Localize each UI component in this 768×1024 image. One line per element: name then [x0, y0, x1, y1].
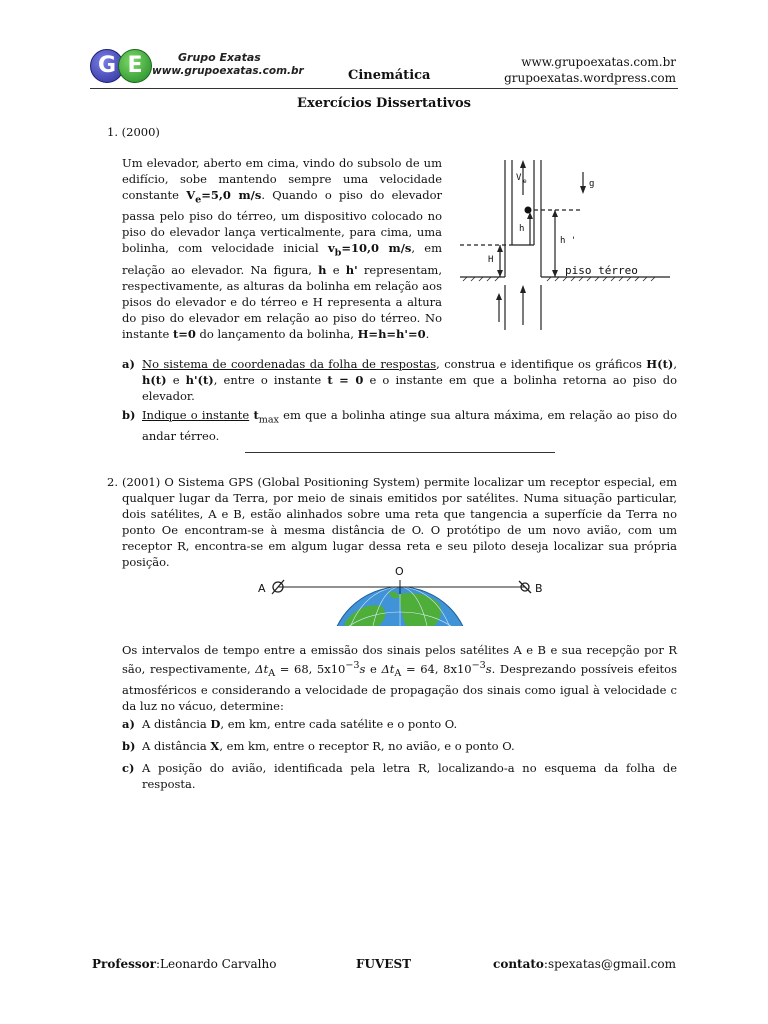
q1-text-part: . Quando o piso do elevador passa pelo piso do térreo, um dispositivo colocado no piso do elevador lança verticalmente, para cima, uma bolinha, com velocidade inicial [122, 188, 442, 256]
fig-hp-label: h ' [560, 236, 577, 246]
logo-e-circle: E [118, 49, 152, 83]
q2-paragraph-2: Os intervalos de tempo entre a emissão dos sinais pelos satélites A e B e sua recepção por R são, respectivamente, $\Delta t_A = 68$, $5x10^{-3}s$ e $\Delta t_A = 64$, $8x10^{-3}s$. Desprezando possíveis efeitos atmosféricos e considerando a velocidade de propagação dos sinais como igual à velocidade c da luz no vácuo, determine: [122, 643, 678, 714]
label-b: B [535, 582, 543, 595]
q1-year: (2000) [121, 125, 160, 139]
contact-email-link[interactable]: :spexatas@gmail.com [543, 957, 676, 971]
section-title: Exercícios Dissertativos [297, 96, 471, 111]
hp-symbol: h' [345, 262, 358, 277]
footer-contact: contato:spexatas@gmail.com [493, 957, 676, 971]
satellite-b-icon [519, 581, 531, 593]
logo-site: www.grupoexatas.com.br [152, 65, 304, 77]
fig-floor-label: piso térreo [565, 264, 638, 277]
q2-items [122, 716, 677, 795]
h-symbol: h [318, 262, 327, 277]
fig-g-label: g [589, 179, 595, 189]
t0-symbol: t=0 [172, 326, 196, 341]
ve-symbol: $V_e=5,0$ m/s [186, 188, 262, 206]
q2-item-b: b) A distância X, em km, entre o receptor R, no avião, e o ponto O. [122, 739, 515, 753]
header-sites [504, 54, 676, 86]
fig-ve-sub: e [523, 178, 527, 185]
q1-number: 1. [107, 125, 118, 139]
q2-number: 2. [107, 475, 118, 489]
ball-icon [525, 207, 532, 214]
q1-item-b: b) Indique o instante $t_{max}$ em que a bolinha atinge sua altura máxima, em relação ao piso do andar térreo. [122, 408, 677, 444]
fig-h-label: h [519, 224, 525, 234]
footer-professor: Professor:Leonardo Carvalho [92, 957, 277, 971]
q1-heading [107, 124, 160, 140]
vb-symbol: $v_b=10,0$ m/s [327, 241, 412, 259]
q2-item-a: a) A distância D, em km, entre cada satélite e o ponto O. [122, 717, 458, 731]
fig-H-label: H [488, 255, 494, 265]
logo-g-circle: G [90, 49, 124, 83]
q1-text-part: e [326, 262, 346, 277]
elevator-figure [455, 150, 680, 335]
q1-text-part: do lançamento da bolinha, [195, 326, 358, 341]
q1-text: Um elevador, aberto em cima, vindo do subsolo de um edifício, sobe mantendo sempre uma velocidade constante $V_e=5,0$ m/s. Quando o piso do elevador passa pelo piso do térreo, um dispositivo colocado no piso do elevador lança verticalmente, para cima, uma bolinha, com velocidade inicial $v_b=10,0$ m/s, em relação ao elevador. Na figura, h e h' representam, respectivamente, as alturas da bolinha em relação aos pisos do elevador e do térreo e H representa a altura do piso do elevador em relação ao piso do térreo. No instante t=0 do lançamento da bolinha, H=h=h'=0. [122, 156, 442, 341]
label-o: O [395, 565, 404, 578]
q1-text-part: , em relação ao elevador. Na figura, [122, 241, 442, 277]
q1-items [122, 356, 677, 447]
label-a: A [258, 582, 266, 595]
grupo-exatas-logo [90, 46, 304, 86]
footer-exam: FUVEST [356, 957, 412, 971]
q1-text-part: representam, respectivamente, as alturas da bolinha em relação aos pisos do elevador e do térreo e H representa a altura do piso do elevador em relação ao piso do térreo. No instante [122, 262, 442, 341]
site-link-2[interactable]: grupoexatas.wordpress.com [504, 71, 676, 85]
fig-ve-label: V [516, 173, 522, 183]
q2-text: (2001) O Sistema GPS (Global Positioning System) permite localizar um receptor especial, em qualquer lugar da Terra, por meio de sinais emitidos por satélites. Numa situação particular, dois satélites, A e B, estão alinhados sobre uma reta que tangencia a superfície da Terra no ponto Oe encontram-se à mesma distância de O. O protótipo de um novo avião, com um receptor R, encontra-se em algum lugar dessa reta e seu piloto deseja localizar sua própria posição. [122, 475, 677, 569]
q2-item-c: c) A posição do avião, identificada pela letra R, localizando-a no esquema da folha de resposta. [122, 761, 677, 791]
q1-item-a: a) No sistema de coordenadas da folha de respostas, construa e identifique os gráficos H(t), h(t) e h'(t), entre o instante t = 0 e o instante em que a bolinha retorna ao piso do elevador. [122, 357, 677, 403]
header-rule [90, 88, 678, 89]
subject-title: Cinemática [348, 68, 431, 83]
q1-text-part: Um elevador, aberto em cima, vindo do subsolo de um edifício, sobe mantendo sempre uma velocidade constante [122, 156, 442, 202]
hh-symbol: H=h=h'=0 [357, 326, 426, 341]
separator-rule [245, 452, 555, 453]
site-link-1[interactable]: www.grupoexatas.com.br [521, 55, 676, 69]
gps-figure [250, 562, 550, 628]
logo-name: Grupo Exatas [178, 51, 261, 64]
